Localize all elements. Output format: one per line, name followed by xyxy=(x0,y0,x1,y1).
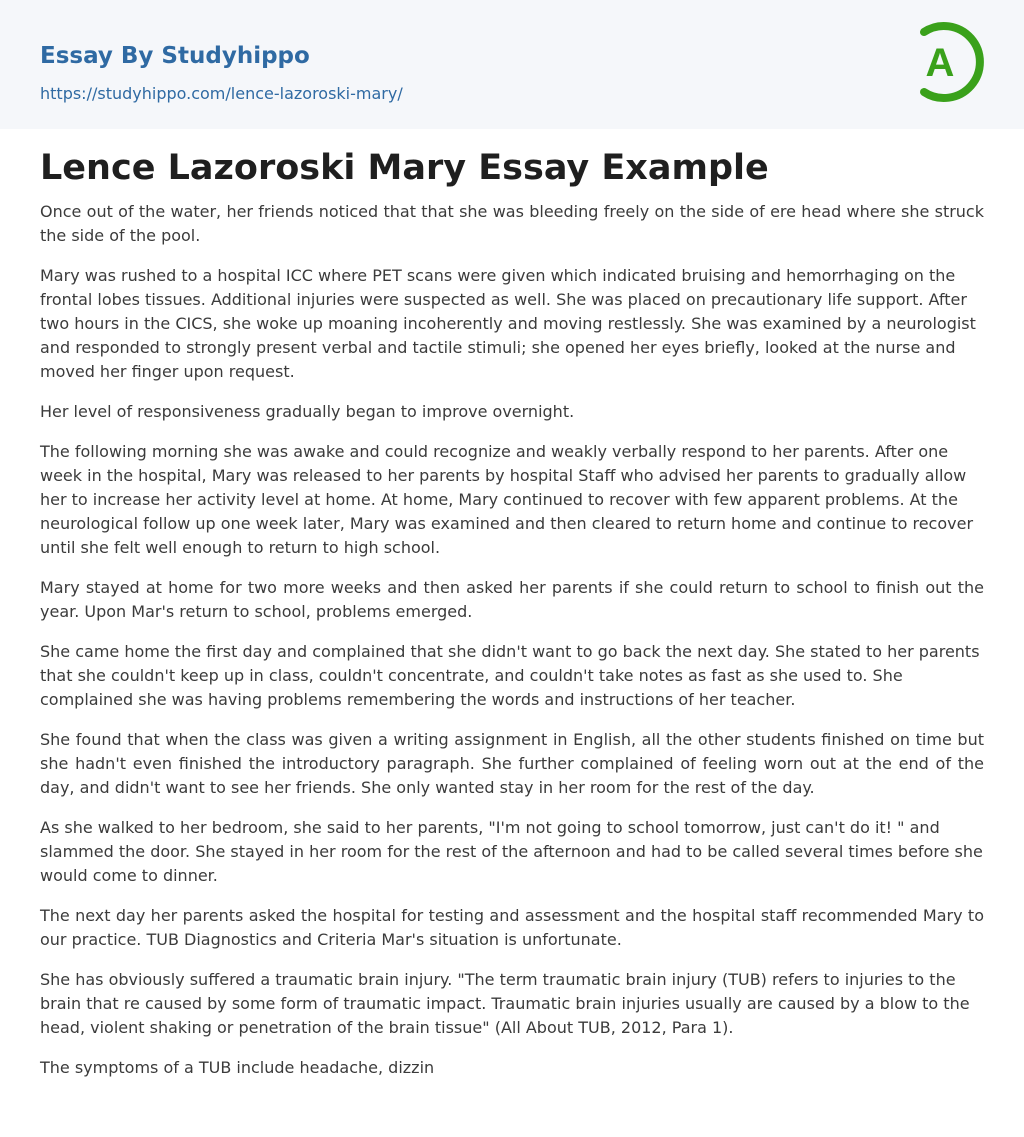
essay-paragraph: Mary was rushed to a hospital ICC where PET scans were given which indicated bruising and hemorrhaging on the frontal lobes tissues. Additional injuries were suspected as well. She was placed on precautionary life support. After two hours in the CICS, she woke up moaning incoherently and moving restlessly. She was examined by a neurologist and responded to strongly present verbal and tactile stimuli; she opened her eyes briefly, looked at the nurse and moved her finger upon request. xyxy=(40,266,976,381)
essay-paragraph: The symptoms of a TUB include headache, dizzin xyxy=(40,1058,435,1077)
site-header xyxy=(0,0,1024,129)
brand-title[interactable]: Essay By Studyhippo xyxy=(40,43,310,69)
essay-paragraph: She came home the first day and complained that she didn't want to go back the next day. She stated to her parents that she couldn't keep up in class, couldn't concentrate, and couldn't take notes as fast as she used to. She complained she was having problems remembering the words and instructions of her teacher. xyxy=(40,642,980,709)
essay-paragraph: The following morning she was awake and could recognize and weakly verbally respond to her parents. After one week in the hospital, Mary was released to her parents by hospital Staff who advised her parents to gradually allow her to increase her activity level at home. At home, Mary continued to recover with few apparent problems. At the neurological follow up one week later, Mary was examined and then cleared to return home and continue to recover until she felt well enough to return to high school. xyxy=(40,442,974,557)
essay-body xyxy=(40,200,984,1096)
essay-paragraph: Once out of the water, her friends noticed that that she was bleeding freely on the side of ere head where she struck the side of the pool. xyxy=(40,202,984,245)
essay-paragraph: She has obviously suffered a traumatic brain injury. "The term traumatic brain injury (TUB) refers to injuries to the brain that re caused by some form of traumatic impact. Traumatic brain injuries usually are caused by a blow to the head, violent shaking or penetration of the brain tissue" (All About TUB, 2012, Para 1). xyxy=(40,970,970,1037)
page-title: Lence Lazoroski Mary Essay Example xyxy=(40,148,769,188)
logo-letter: A xyxy=(925,41,955,85)
essay-paragraph: Her level of responsiveness gradually began to improve overnight. xyxy=(40,402,575,421)
essay-paragraph: Mary stayed at home for two more weeks and then asked her parents if she could return to school to finish out the year. Upon Mar's return to school, problems emerged. xyxy=(40,578,984,621)
essay-paragraph: As she walked to her bedroom, she said to her parents, "I'm not going to school tomorrow, just can't do it! " and slammed the door. She stayed in her room for the rest of the afternoon and had to be called several times before she would come to dinner. xyxy=(40,818,983,885)
source-url-link[interactable]: https://studyhippo.com/lence-lazoroski-mary/ xyxy=(40,84,403,103)
logo-mark-icon xyxy=(912,18,988,106)
essay-paragraph: The next day her parents asked the hospital for testing and assessment and the hospital staff recommended Mary to our practice. TUB Diagnostics and Criteria Mar's situation is unfortunate. xyxy=(40,906,984,949)
studyhippo-logo-icon[interactable] xyxy=(912,18,988,106)
essay-paragraph: She found that when the class was given a writing assignment in English, all the other students finished on time but she hadn't even finished the introductory paragraph. She further complained of feeling worn out at the end of the day, and didn't want to see her friends. She only wanted stay in her room for the rest of the day. xyxy=(40,730,984,797)
